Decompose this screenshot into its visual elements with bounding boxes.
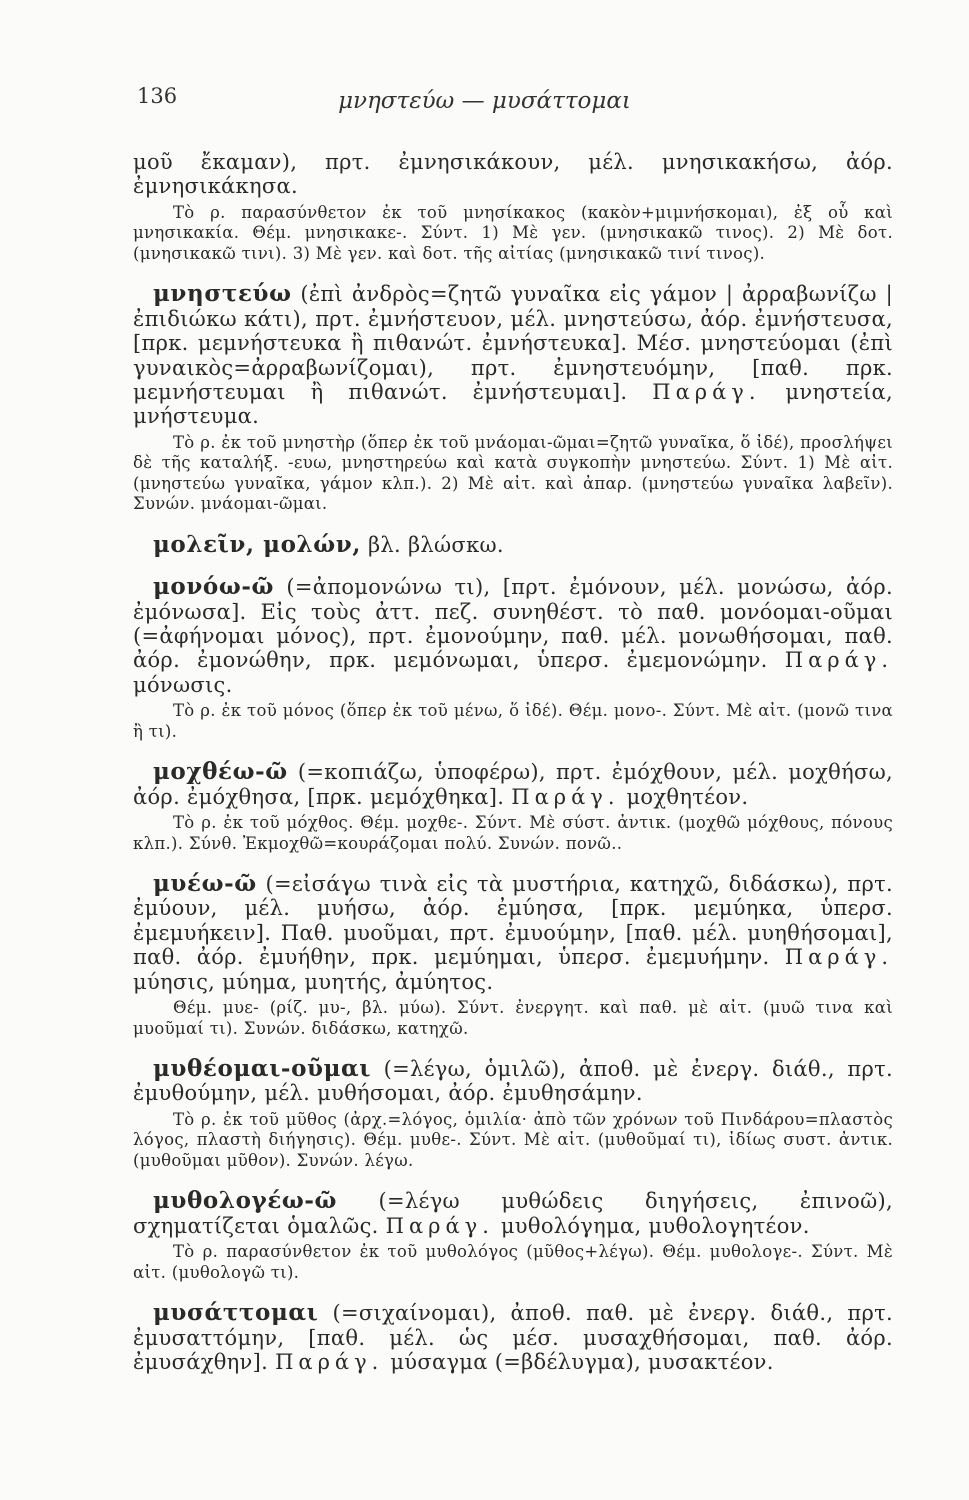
page-content: [133, 150, 893, 1374]
parag-label: Παράγ.: [511, 784, 620, 809]
page-number: 136: [137, 84, 178, 108]
dictionary-entry: [133, 1057, 893, 1171]
entry-body: (=λέγω, ὁμιλῶ), ἀποθ. μὲ ἐνεργ. διάθ., πρτ. ἐμυθούμην, μέλ. μυθήσομαι, ἀόρ. ἐμυθησάμην.: [133, 1057, 893, 1106]
dictionary-entry: [133, 1301, 893, 1374]
parag-text: μύσαγμα (=βδέλυγμα), μυσακτέον.: [390, 1349, 774, 1374]
dictionary-entry: [133, 1189, 893, 1283]
etymology: Τὸ ρ. ἐκ τοῦ μόχθος. Θέμ. μοχθε-. Σύντ. Μὲ σύστ. ἀντικ. (μοχθῶ μόχθους, πόνους κλπ.). Σύνθ. Ἐκμοχθῶ=κουράζομαι πολύ. Συνών. πονῶ..: [133, 813, 893, 853]
entry-body: μοῦ ἔκαμαν), πρτ. ἐμνησικάκουν, μέλ. μνησικακήσω, ἀόρ. ἐμνησικάκησα.: [133, 150, 893, 199]
entry-body: βλ. βλώσκω.: [367, 532, 504, 557]
headword: μονόω-ῶ: [153, 573, 275, 601]
entry-body: (=λέγω μυθώδεις διηγήσεις, ἐπινοῶ), σχηματίζεται ὁμαλῶς.: [133, 1189, 893, 1238]
entry-body: (=σιχαίνομαι), ἀποθ. παθ. μὲ ἐνεργ. διάθ., πρτ. ἐμυσαττόμην, [παθ. μέλ. ὡς μέσ. μυσαχθήσομαι, παθ. ἀόρ. ἐμυσάχθην].: [133, 1301, 893, 1374]
dictionary-entry: [133, 282, 893, 514]
headword: μνηστεύω: [153, 280, 292, 308]
entry-body: (=εἰσάγω τινὰ εἰς τὰ μυστήρια, κατηχῶ, διδάσκω), πρτ. ἐμύουν, μέλ. μυήσω, ἀόρ. ἐμύησα, [πρκ. μεμύηκα, ὑπερσ. ἐμεμυήκειν]. Παθ. μυοῦμαι, πρτ. ἐμυούμην, [παθ. μέλ. μυηθήσομαι], παθ. ἀόρ. ἐμυήθην, πρκ. μεμύημαι, ὑπερσ. ἐμεμυήμην.: [133, 872, 894, 970]
headword: μυσάττομαι: [153, 1299, 319, 1327]
dictionary-entry: [133, 760, 893, 854]
entry-body: (=κοπιάζω, ὑποφέρω), πρτ. ἐμόχθουν, μέλ. μοχθήσω, ἀόρ. ἐμόχθησα, [πρκ. μεμόχθηκα].: [133, 760, 893, 809]
dictionary-entry: [133, 530, 893, 558]
parag-label: Παράγ.: [784, 648, 893, 673]
etymology: Τὸ ρ. ἐκ τοῦ μόνος (ὅπερ ἐκ τοῦ μένω, ὅ ἰδέ). Θέμ. μονο-. Σύντ. Μὲ αἰτ. (μονῶ τινα ἢ τι).: [133, 701, 893, 741]
parag-label: Παράγ.: [385, 1213, 494, 1238]
running-head: μνηστεύω — μυσάττομαι: [338, 88, 631, 114]
headword: μυθέομαι-οῦμαι: [153, 1055, 372, 1083]
etymology: Τὸ ρ. παρασύνθετον ἐκ τοῦ μυθολόγος (μῦθος+λέγω). Θέμ. μυθολογε-. Σύντ. Μὲ αἰτ. (μυθολογῶ τι).: [133, 1242, 893, 1282]
headword: μυέω-ῶ: [153, 870, 257, 897]
headword: μυθολογέω-ῶ: [153, 1187, 338, 1215]
parag-text: μνηστεία, μνήστευμα.: [133, 379, 894, 429]
etymology: Τὸ ρ. ἐκ τοῦ μνηστὴρ (ὅπερ ἐκ τοῦ μνάομαι-ῶμαι=ζητῶ γυναῖκα, ὅ ἰδέ), προσλήψει δὲ τῆς καταλήξ. -ευω, μνηστηρεύω καὶ κατὰ συγκοπὴν μνηστεύω. Σύντ. 1) Μὲ αἰτ. (μνηστεύω γυναῖκα, γάμον κλπ.). 2) Μὲ αἰτ. καὶ ἀπαρ. (μνηστεύω γυναῖκα λαβεῖν). Συνών. μνάομαι-ῶμαι.: [133, 432, 893, 514]
parag-label: Παράγ.: [784, 945, 893, 970]
dictionary-entry: [133, 872, 893, 1039]
parag-text: μυθολόγημα, μυθολογητέον.: [500, 1213, 810, 1238]
continued-entry: [133, 150, 893, 264]
dictionary-entry: [133, 575, 893, 742]
entry-body: (=ἀπομονώνω τι), [πρτ. ἐμόνουν, μέλ. μονώσω, ἀόρ. ἐμόνωσα]. Εἰς τοὺς ἀττ. πεζ. συνηθέστ. τὸ παθ. μονόομαι-οῦμαι (=ἀφήνομαι μόνος), πρτ. ἐμονούμην, παθ. μέλ. μονωθήσομαι, παθ. ἀόρ. ἐμονώθην, πρκ. μεμόνωμαι, ὑπερσ. ἐμεμονώμην.: [133, 575, 893, 673]
parag-label: Παράγ.: [652, 379, 761, 404]
parag-text: μύησις, μύημα, μυητής, ἀμύητος.: [133, 969, 494, 994]
headword: μολεῖν, μολών,: [153, 530, 361, 558]
parag-label: Παράγ.: [275, 1349, 384, 1374]
entry-body: (ἐπὶ ἀνδρὸς=ζητῶ γυναῖκα εἰς γάμον | ἀρραβωνίζω | ἐπιδιώκω κάτι), πρτ. ἐμνήστευον, μέλ. μνηστεύσω, ἀόρ. ἐμνήστευσα, [πρκ. μεμνήστευκα ἢ πιθανώτ. ἐμνήστευκα]. Μέσ. μνηστεύομαι (ἐπὶ γυναικὸς=ἀρραβωνίζομαι), πρτ. ἐμνηστευόμην, [παθ. πρκ. μεμνήστευμαι ἢ πιθανώτ. ἐμνήστευμαι].: [133, 282, 893, 404]
etymology: Θέμ. μυε- (ρίζ. μυ-, βλ. μύω). Σύντ. ἐνεργητ. καὶ παθ. μὲ αἰτ. (μυῶ τινα καὶ μυοῦμαί τι). Συνών. διδάσκω, κατηχῶ.: [133, 998, 893, 1038]
etymology: Τὸ ρ. ἐκ τοῦ μῦθος (ἀρχ.=λόγος, ὁμιλία· ἀπὸ τῶν χρόνων τοῦ Πινδάρου=πλαστὸς λόγος, πλαστὴ διήγησις). Θέμ. μυθε-. Σύντ. Μὲ αἰτ. (μυθοῦμαί τι), ἰδίως συστ. ἀντικ. (μυθοῦμαι μῦθον). Συνών. λέγω.: [133, 1109, 893, 1170]
parag-text: μόνωσις.: [133, 672, 233, 697]
parag-text: μοχθητέον.: [626, 784, 749, 809]
etymology: Τὸ ρ. παρασύνθετον ἐκ τοῦ μνησίκακος (κακὸν+μιμνήσκομαι), ἐξ οὗ καὶ μνησικακία. Θέμ. μνησικακε-. Σύντ. 1) Μὲ γεν. (μνησικακῶ τινος). 2) Μὲ δοτ. (μνησικακῶ τινι). 3) Μὲ γεν. καὶ δοτ. τῆς αἰτίας (μνησικακῶ τινί τινος).: [133, 202, 893, 263]
headword: μοχθέω-ῶ: [153, 758, 288, 786]
